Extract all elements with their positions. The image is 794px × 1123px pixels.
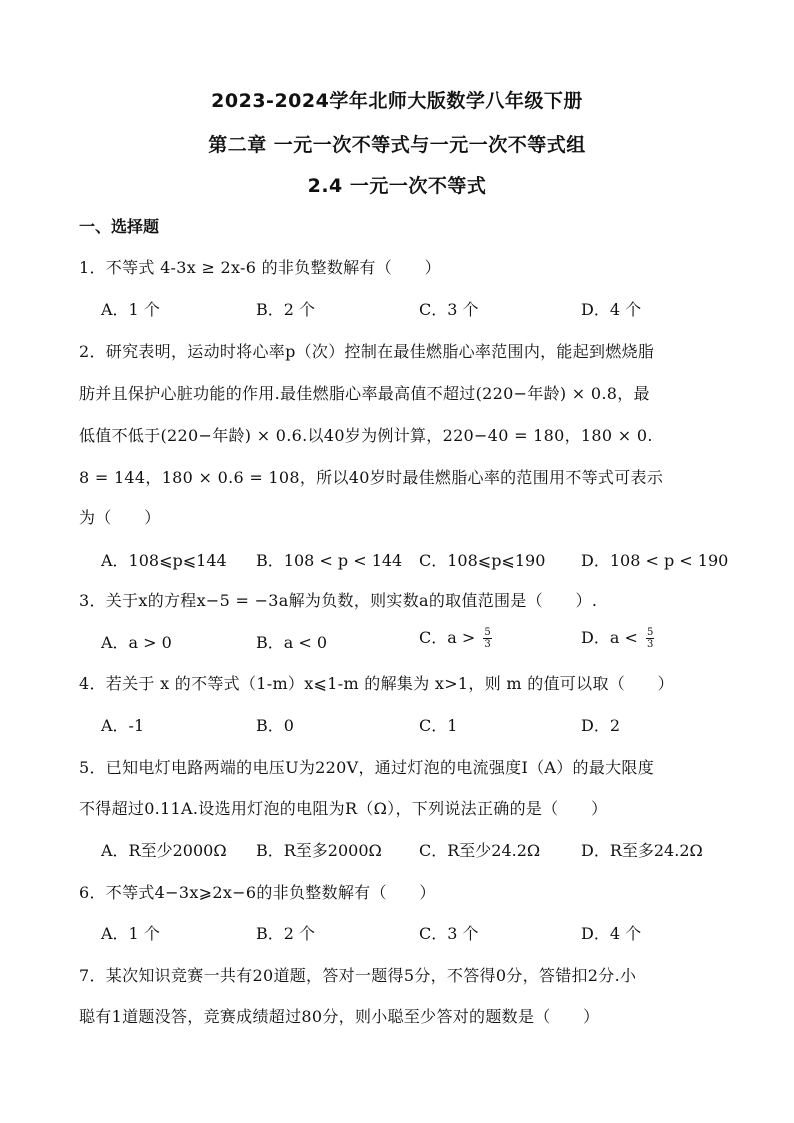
question-5-option-d: D．R至多24.2Ω <box>581 841 703 860</box>
fraction-five-thirds <box>483 627 491 650</box>
question-2-line-1: 2．研究表明，运动时将心率p（次）控制在最佳燃脂心率范围内，能起到燃烧脂 <box>79 342 655 361</box>
question-3-text: 3．关于x的方程x−5 = −3a解为负数，则实数a的取值范围是（ ）. <box>79 591 598 610</box>
question-3-option-d-label: D．a < <box>581 628 638 647</box>
question-6-option-a: A．1 个 <box>101 924 160 943</box>
question-4-text: 4．若关于 x 的不等式（1-m）x⩽1-m 的解集为 x>1，则 m 的值可以取（ ） <box>79 674 674 693</box>
question-1-option-a: A．1 个 <box>101 300 160 319</box>
question-5-option-a: A．R至少2000Ω <box>101 841 227 860</box>
fraction-five-thirds <box>646 627 654 650</box>
chapter-title: 第二章 一元一次不等式与一元一次不等式组 <box>208 134 586 156</box>
fraction-numerator: 5 <box>484 627 491 638</box>
question-1-option-c: C．3 个 <box>419 300 479 319</box>
question-2-option-d: D．108 < p < 190 <box>581 551 729 570</box>
section-heading: 一、选择题 <box>79 217 160 236</box>
question-2-option-c: C．108⩽p⩽190 <box>419 551 546 570</box>
question-5-line-2: 不得超过0.11A.设选用灯泡的电阻为R（Ω），下列说法正确的是（ ） <box>79 799 608 818</box>
question-1-text: 1．不等式 4-3x ≥ 2x-6 的非负整数解有（ ） <box>79 258 441 277</box>
question-3-option-d <box>581 625 654 650</box>
question-7-line-2: 聪有1道题没答，竞赛成绩超过80分，则小聪至少答对的题数是（ ） <box>79 1007 600 1026</box>
question-1-option-d: D．4 个 <box>581 300 642 319</box>
question-6-text: 6．不等式4−3x⩾2x−6的非负整数解有（ ） <box>79 883 436 902</box>
question-3-option-b: B．a < 0 <box>256 633 328 652</box>
fraction-denominator: 3 <box>646 639 654 650</box>
fraction-numerator: 5 <box>646 627 654 638</box>
question-6-option-d: D．4 个 <box>581 924 642 943</box>
question-2-line-2: 肪并且保护心脏功能的作用.最佳燃脂心率最高值不超过(220−年龄) × 0.8，最 <box>79 384 650 403</box>
question-2-option-a: A．108⩽p⩽144 <box>101 551 227 570</box>
fraction-denominator: 3 <box>484 639 491 650</box>
question-3-option-c-label: C．a > <box>419 628 476 647</box>
question-5-line-1: 5．已知电灯电路两端的电压U为220V，通过灯泡的电流强度I（A）的最大限度 <box>79 758 655 777</box>
question-2-option-b: B．108 < p < 144 <box>256 551 403 570</box>
question-2-line-5: 为（ ） <box>79 508 161 527</box>
question-1-option-b: B．2 个 <box>256 300 316 319</box>
question-4-option-a: A．-1 <box>101 716 145 735</box>
question-4-option-c: C．1 <box>419 716 458 735</box>
question-4-option-b: B．0 <box>256 716 294 735</box>
question-3-option-c <box>419 625 492 650</box>
question-6-option-c: C．3 个 <box>419 924 479 943</box>
question-7-line-1: 7．某次知识竞赛一共有20道题，答对一题得5分，不答得0分，答错扣2分.小 <box>79 966 637 985</box>
question-5-option-c: C．R至少24.2Ω <box>419 841 541 860</box>
question-2-line-4: 8 = 144，180 × 0.6 = 108，所以40岁时最佳燃脂心率的范围用不等式可表示 <box>79 468 664 487</box>
section-title: 2.4 一元一次不等式 <box>307 175 487 197</box>
question-6-option-b: B．2 个 <box>256 924 316 943</box>
document-title: 2023-2024学年北师大版数学八年级下册 <box>211 90 583 112</box>
question-5-option-b: B．R至多2000Ω <box>256 841 382 860</box>
question-4-option-d: D．2 <box>581 716 621 735</box>
question-3-option-a: A．a > 0 <box>101 633 172 652</box>
question-2-line-3: 低值不低于(220−年龄) × 0.6.以40岁为例计算，220−40 = 180，180 × 0. <box>79 426 653 445</box>
